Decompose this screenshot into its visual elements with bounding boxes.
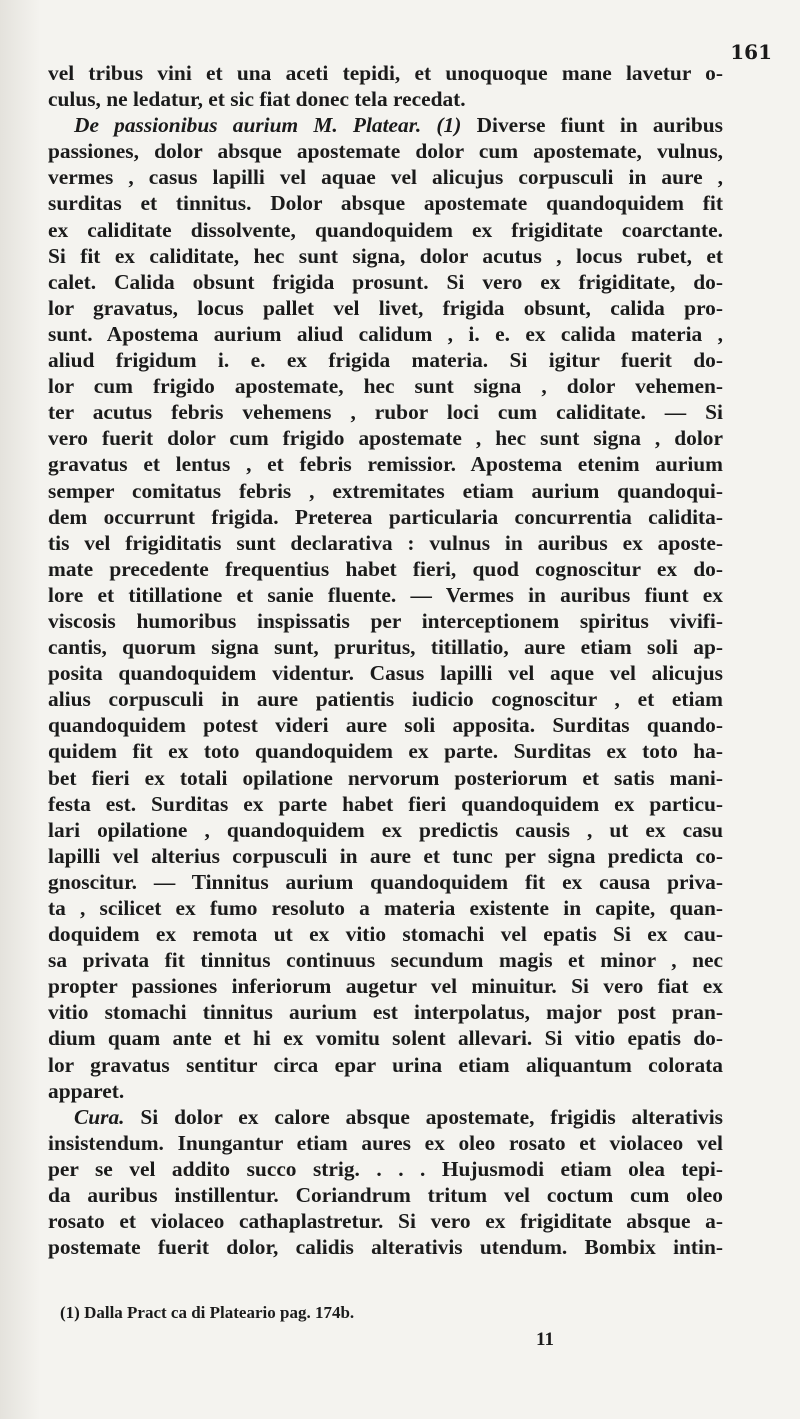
line-text: lore et titillatione et sanie fluente. — Vermes in auribus fiunt ex <box>48 582 723 607</box>
line-text: lor gravatus, locus pallet vel livet, frigida obsunt, calida pro- <box>48 295 723 320</box>
text-line <box>48 347 723 373</box>
text-line <box>48 269 723 295</box>
line-text: sunt. Apostema aurium aliud calidum , i. e. ex calida materia , <box>48 321 723 346</box>
line-text: vermes , casus lapilli vel aquae vel alicujus corpusculi in aure , <box>48 165 723 190</box>
line-text: rosato et violaceo cathaplastretur. Si vero ex frigiditate absque a- <box>48 1209 723 1234</box>
line-text: ta , scilicet ex fumo resoluto a materia existente in capite, quan- <box>48 896 723 920</box>
text-line <box>48 634 723 660</box>
line-text: aliud frigidum i. e. ex frigida materia. Si igitur fuerit do- <box>48 348 723 373</box>
line-text: bet fieri ex totali opilatione nervorum posteriorum et satis mani- <box>48 765 723 790</box>
text-line <box>48 608 723 634</box>
line-text: vitio stomachi tinnitus aurium est interpolatus, major post pran- <box>48 1000 723 1025</box>
line-text: mate precedente frequentius habet fieri, quod cognoscitur ex do- <box>48 556 723 581</box>
line-text: dium quam ante et hi ex vomitu solent allevari. Si vitio epatis do- <box>48 1026 723 1051</box>
text-line <box>48 530 723 556</box>
text-line <box>48 112 723 138</box>
text-line <box>48 425 723 451</box>
line-text: calet. Calida obsunt frigida prosunt. Si vero ex frigiditate, do- <box>48 269 723 294</box>
body-text <box>48 60 723 1260</box>
line-text: surditas et tinnitus. Dolor absque apostemate quandoquidem fit <box>48 191 723 216</box>
line-text: cantis, quorum signa sunt, pruritus, titillatio, aure etiam soli ap- <box>48 635 723 660</box>
text-line <box>48 1156 723 1182</box>
text-line <box>48 399 723 425</box>
line-text: Diverse fiunt in auribus <box>476 113 723 138</box>
text-line <box>48 321 723 347</box>
line-text: sa privata fit tinnitus continuus secundum magis et minor , nec <box>48 948 723 973</box>
line-text: tis vel frigiditatis sunt declarativa : vulnus in auribus ex aposte- <box>48 530 723 555</box>
text-line <box>48 999 723 1025</box>
line-text: semper comitatus febris , extremitates etiam aurium quandoqui- <box>48 478 723 503</box>
text-line <box>48 86 723 112</box>
text-line <box>48 556 723 582</box>
text-line <box>48 60 723 86</box>
line-text: ter acutus febris vehemens , rubor loci cum caliditate. — Si <box>48 400 723 425</box>
line-text: lor cum frigido apostemate, hec sunt signa , dolor vehemen- <box>48 374 723 399</box>
text-line <box>48 164 723 190</box>
line-text: gnoscitur. — Tinnitus aurium quandoquidem fit ex causa priva- <box>48 869 723 894</box>
line-text: gravatus et lentus , et febris remissior. Apostema etenim aurium <box>48 452 723 477</box>
text-line <box>48 373 723 399</box>
line-text: per se vel addito succo strig. . . . Hujusmodi etiam olea tepi- <box>48 1156 723 1181</box>
section-heading: Cura. <box>74 1104 141 1129</box>
line-text: apparet. <box>48 1078 125 1103</box>
text-line <box>48 1208 723 1234</box>
line-text: vero fuerit dolor cum frigido apostemate , hec sunt signa , dolor <box>48 426 723 451</box>
text-line <box>48 817 723 843</box>
line-text: da auribus instillentur. Coriandrum tritum vel coctum cum oleo <box>48 1183 723 1208</box>
text-line <box>48 947 723 973</box>
line-text: Si fit ex caliditate, hec sunt signa, dolor acutus , locus rubet, et <box>48 243 723 268</box>
line-text: quidem fit ex toto quandoquidem ex parte. Surditas ex toto ha- <box>48 739 723 764</box>
text-line <box>48 1234 723 1260</box>
text-line <box>48 869 723 895</box>
page-number: 161 <box>730 40 772 64</box>
line-text: ex caliditate dissolvente, quandoquidem ex frigiditate coarctante. <box>48 217 723 242</box>
text-line <box>48 973 723 999</box>
text-line <box>48 1052 723 1078</box>
line-text: posita quandoquidem videntur. Casus lapilli vel aque vel alicujus <box>48 661 723 686</box>
text-line <box>48 217 723 243</box>
line-text: postemate fuerit dolor, calidis alterativis utendum. Bombix intin- <box>48 1235 723 1260</box>
line-text: viscosis humoribus inspissatis per interceptionem spiritus vivifi- <box>48 608 723 633</box>
line-text: Si dolor ex calore absque apostemate, frigidis alterativis <box>140 1104 723 1129</box>
text-line <box>48 712 723 738</box>
line-text: festa est. Surditas ex parte habet fieri quandoquidem ex particu- <box>48 791 723 816</box>
text-line <box>48 138 723 164</box>
text-line <box>48 1025 723 1051</box>
line-text: lor gravatus sentitur circa epar urina etiam aliquantum colorata <box>48 1052 723 1077</box>
text-line <box>48 1078 723 1104</box>
line-text: lari opilatione , quandoquidem ex predictis causis , ut ex casu <box>48 817 723 842</box>
text-line <box>48 190 723 216</box>
line-text: insistendum. Inungantur etiam aures ex oleo rosato et violaceo vel <box>48 1130 723 1155</box>
text-line <box>48 1130 723 1156</box>
text-line <box>48 478 723 504</box>
text-line <box>48 895 723 921</box>
text-line <box>48 686 723 712</box>
line-text: doquidem ex remota ut ex vitio stomachi vel epatis Si ex cau- <box>48 922 723 947</box>
text-line <box>48 921 723 947</box>
text-line <box>48 738 723 764</box>
line-text: propter passiones inferiorum augetur vel minuitur. Si vero fiat ex <box>48 974 723 999</box>
line-text: alius corpusculi in aure patientis iudicio cognoscitur , et etiam <box>48 687 723 712</box>
text-line <box>48 451 723 477</box>
text-line <box>48 1104 723 1130</box>
signature-mark: 11 <box>536 1329 554 1350</box>
text-line <box>48 295 723 321</box>
line-text: culus, ne ledatur, et sic fiat donec tela recedat. <box>48 87 466 112</box>
line-text: vel tribus vini et una aceti tepidi, et unoquoque mane lavetur o- <box>48 61 723 85</box>
text-line <box>48 660 723 686</box>
line-text: passiones, dolor absque apostemate dolor cum apostemate, vulnus, <box>48 139 723 164</box>
footnote: (1) Dalla Pract ca di Plateario pag. 174b. <box>60 1303 355 1322</box>
text-line <box>48 582 723 608</box>
line-text: quandoquidem potest videri aure soli apposita. Surditas quando- <box>48 713 723 738</box>
text-line <box>48 504 723 530</box>
section-heading: De passionibus aurium M. Platear. (1) <box>74 113 477 138</box>
page-shadow <box>0 0 40 1419</box>
text-line <box>48 243 723 269</box>
line-text: dem occurrunt frigida. Preterea particularia concurrentia calidita- <box>48 504 723 529</box>
text-line <box>48 791 723 817</box>
line-text: lapilli vel alterius corpusculi in aure et tunc per signa predicta co- <box>48 843 723 868</box>
text-line <box>48 1182 723 1208</box>
text-line <box>48 765 723 791</box>
text-line <box>48 843 723 869</box>
